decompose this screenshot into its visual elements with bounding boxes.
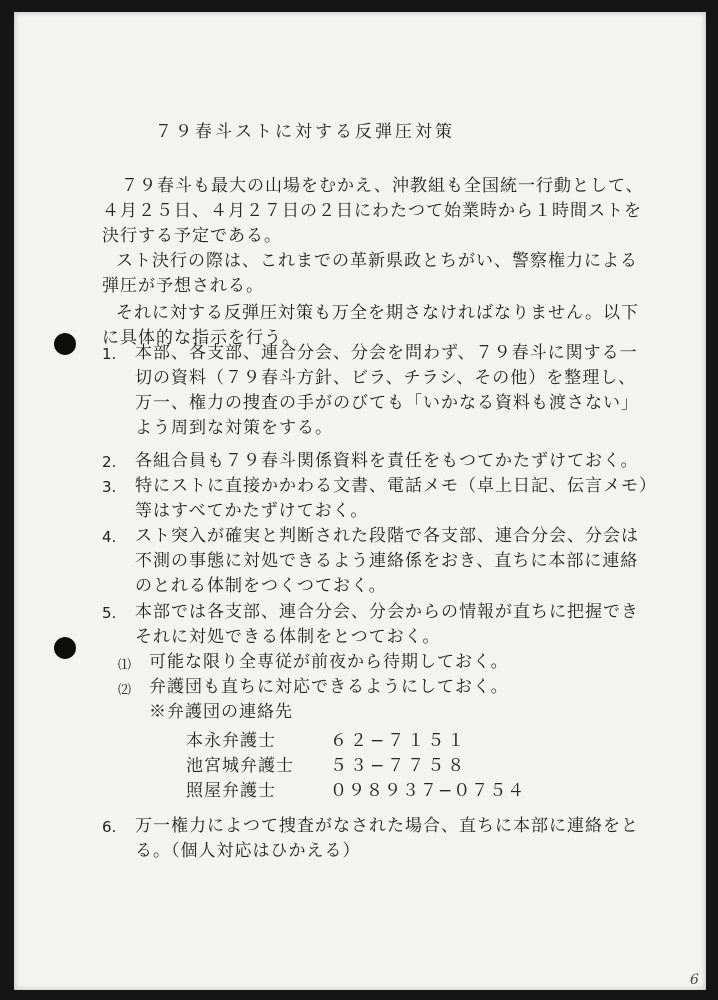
intro-line: それに対する反弾圧対策も万全を期さなければなりません。以下: [116, 303, 640, 323]
document-page: [14, 12, 706, 990]
item-number: 6.: [102, 818, 117, 836]
item-line: 等はすべてかたずけておく。: [135, 501, 369, 521]
contact-name: 照屋弁護士: [186, 781, 276, 801]
intro-line: に具体的な指示を行う。: [102, 328, 300, 348]
item-line: スト突入が確実と判断された段階で各支部、連合分会、分会は: [135, 526, 639, 546]
item-line: る。（個人対応はひかえる）: [135, 841, 361, 861]
contact-name: 池宮城弁護士: [186, 756, 294, 776]
intro-line: スト決行の際は、これまでの革新県政とちがい、警察権力による: [116, 251, 638, 271]
intro-line: ７９春斗も最大の山場をむかえ、沖教組も全国統一行動として、: [121, 176, 644, 196]
item-line: 切の資料（７９春斗方針、ビラ、チラシ、その他）を整理し、: [135, 368, 637, 388]
subitem-line: 弁護団も直ちに対応できるようにしておく。: [149, 677, 509, 697]
intro-line: 弾圧が予想される。: [102, 276, 264, 296]
item-line: 各組合員も７９春斗関係資料を責任をもつてかたずけておく。: [135, 451, 639, 471]
item-line: 特にストに直接かかわる文書、電話メモ（卓上日記、伝言メモ）: [135, 476, 657, 496]
item-number: 5.: [102, 604, 117, 622]
item-line: 万一、権力の捜査の手がのびても「いかなる資料も渡さない」: [135, 393, 639, 413]
contact-phone: ６２−７１５１: [330, 731, 468, 751]
item-number: 3.: [102, 478, 117, 496]
punch-hole-top: [54, 333, 76, 355]
item-number: 1.: [102, 345, 117, 363]
item-number: 2.: [102, 453, 117, 471]
subitem-number: ⑵: [118, 683, 132, 698]
document-title: ７９春斗ストに対する反弾圧対策: [155, 122, 455, 142]
item-line: それに対処できる体制をとつておく。: [135, 627, 441, 647]
item-line: のとれる体制をつくつておく。: [135, 576, 387, 596]
subitem-line: 可能な限り全専従が前夜から待期しておく。: [149, 652, 509, 672]
contact-name: 本永弁護士: [186, 731, 276, 751]
contact-phone: ０９８９３７−０７５４: [330, 781, 526, 801]
subitem-number: ⑴: [118, 658, 132, 673]
item-line: 本部では各支部、連合分会、分会からの情報が直ちに把握でき: [135, 602, 639, 622]
page-mark: 6: [690, 972, 699, 988]
item-line: 万一権力によつて捜査がなされた場合、直ちに本部に連絡をと: [135, 816, 639, 836]
item-line: 不測の事態に対処できるよう連絡係をおき、直ちに本部に連絡: [135, 551, 639, 571]
intro-line: ４月２５日、４月２７日の２日にわたつて始業時から１時間ストを: [102, 201, 642, 221]
item-line: よう周到な対策をする。: [135, 418, 333, 438]
contact-phone: ５３−７７５８: [330, 756, 468, 776]
intro-line: 決行する予定である。: [102, 226, 282, 246]
contacts-heading: ※弁護団の連絡先: [149, 702, 293, 722]
punch-hole-bottom: [54, 637, 76, 659]
item-number: 4.: [102, 528, 117, 546]
item-line: 本部、各支部、連合分会、分会を問わず、７９春斗に関する一: [135, 343, 638, 363]
